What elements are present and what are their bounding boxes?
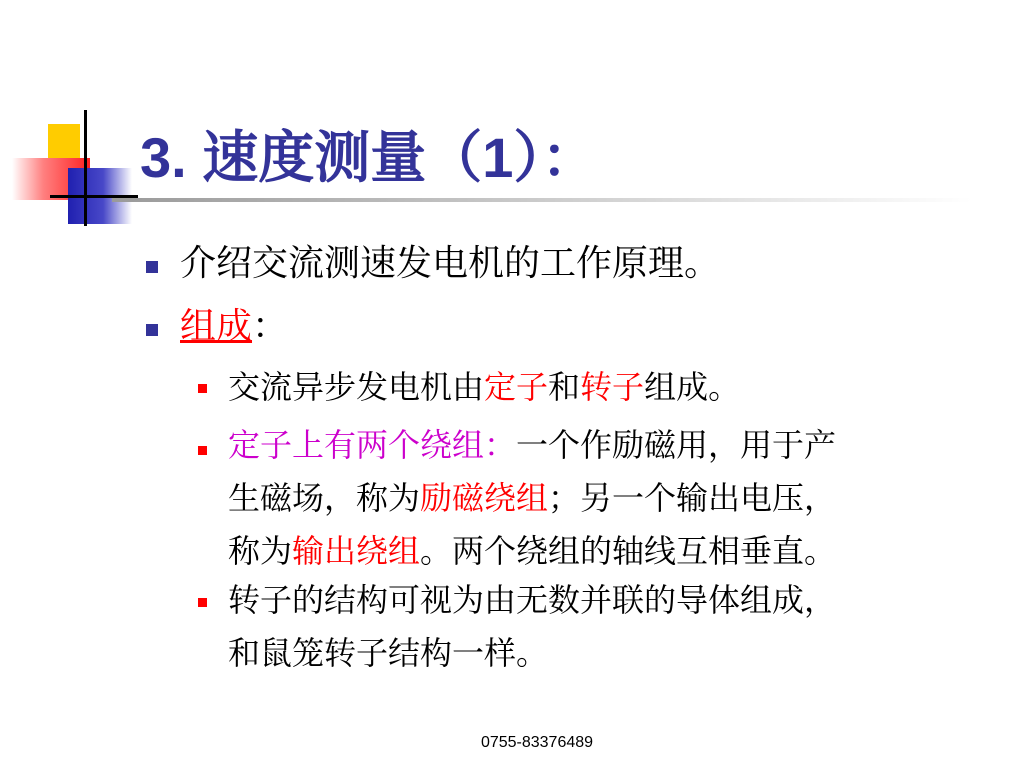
sub-bullet-windings (228, 419, 836, 578)
sub-bullet-text: 一个作励磁用，用于产 (516, 426, 837, 464)
highlight-rotor: 转子 (580, 368, 645, 406)
sub-bullet-text: 称为 (228, 532, 293, 570)
sub-bullet-rotor-structure (228, 574, 836, 680)
sub-bullet-text: 组成。 (644, 368, 741, 406)
sub-bullet-text: ；另一个输出电压， (548, 479, 837, 517)
sub-bullet-square-icon (198, 384, 207, 393)
highlight-output-winding: 输出绕组 (292, 532, 421, 570)
sub-bullet-text: 交流异步发电机由 (228, 368, 485, 406)
bullet-square-icon (146, 324, 158, 336)
title-separator: . (171, 126, 187, 189)
bullet-intro: 介绍交流测速发电机的工作原理。 (180, 243, 721, 284)
title-number: 3 (140, 126, 172, 189)
highlight-excitation-winding: 励磁绕组 (420, 479, 549, 517)
title-underline-rule (112, 198, 972, 202)
decor-vertical-line (84, 110, 87, 226)
bullet-composition (180, 306, 288, 348)
sub-bullet-text: 转子的结构可视为由无数并联的导体组成， (228, 581, 837, 619)
sub-bullet-square-icon (198, 446, 207, 455)
sub-bullet-text: 和 (548, 368, 581, 406)
sub-bullet-text: 生磁场，称为 (228, 479, 421, 517)
highlight-stator-windings: 定子上有两个绕组： (228, 426, 517, 464)
sub-bullet-text: 。两个绕组的轴线互相垂直。 (420, 532, 837, 570)
title-text: 速度测量（1）： (202, 126, 598, 189)
composition-colon: ： (252, 306, 289, 347)
sub-bullet-stator-rotor (228, 361, 740, 414)
composition-label: 组成 (180, 306, 253, 347)
slide-title (140, 125, 597, 191)
footer-phone-number: 0755-83376489 (480, 734, 594, 751)
sub-bullet-text: 和鼠笼转子结构一样。 (228, 634, 549, 672)
bullet-square-icon (146, 261, 158, 273)
highlight-stator: 定子 (484, 368, 549, 406)
decor-yellow-square (48, 124, 80, 160)
sub-bullet-square-icon (198, 598, 207, 607)
